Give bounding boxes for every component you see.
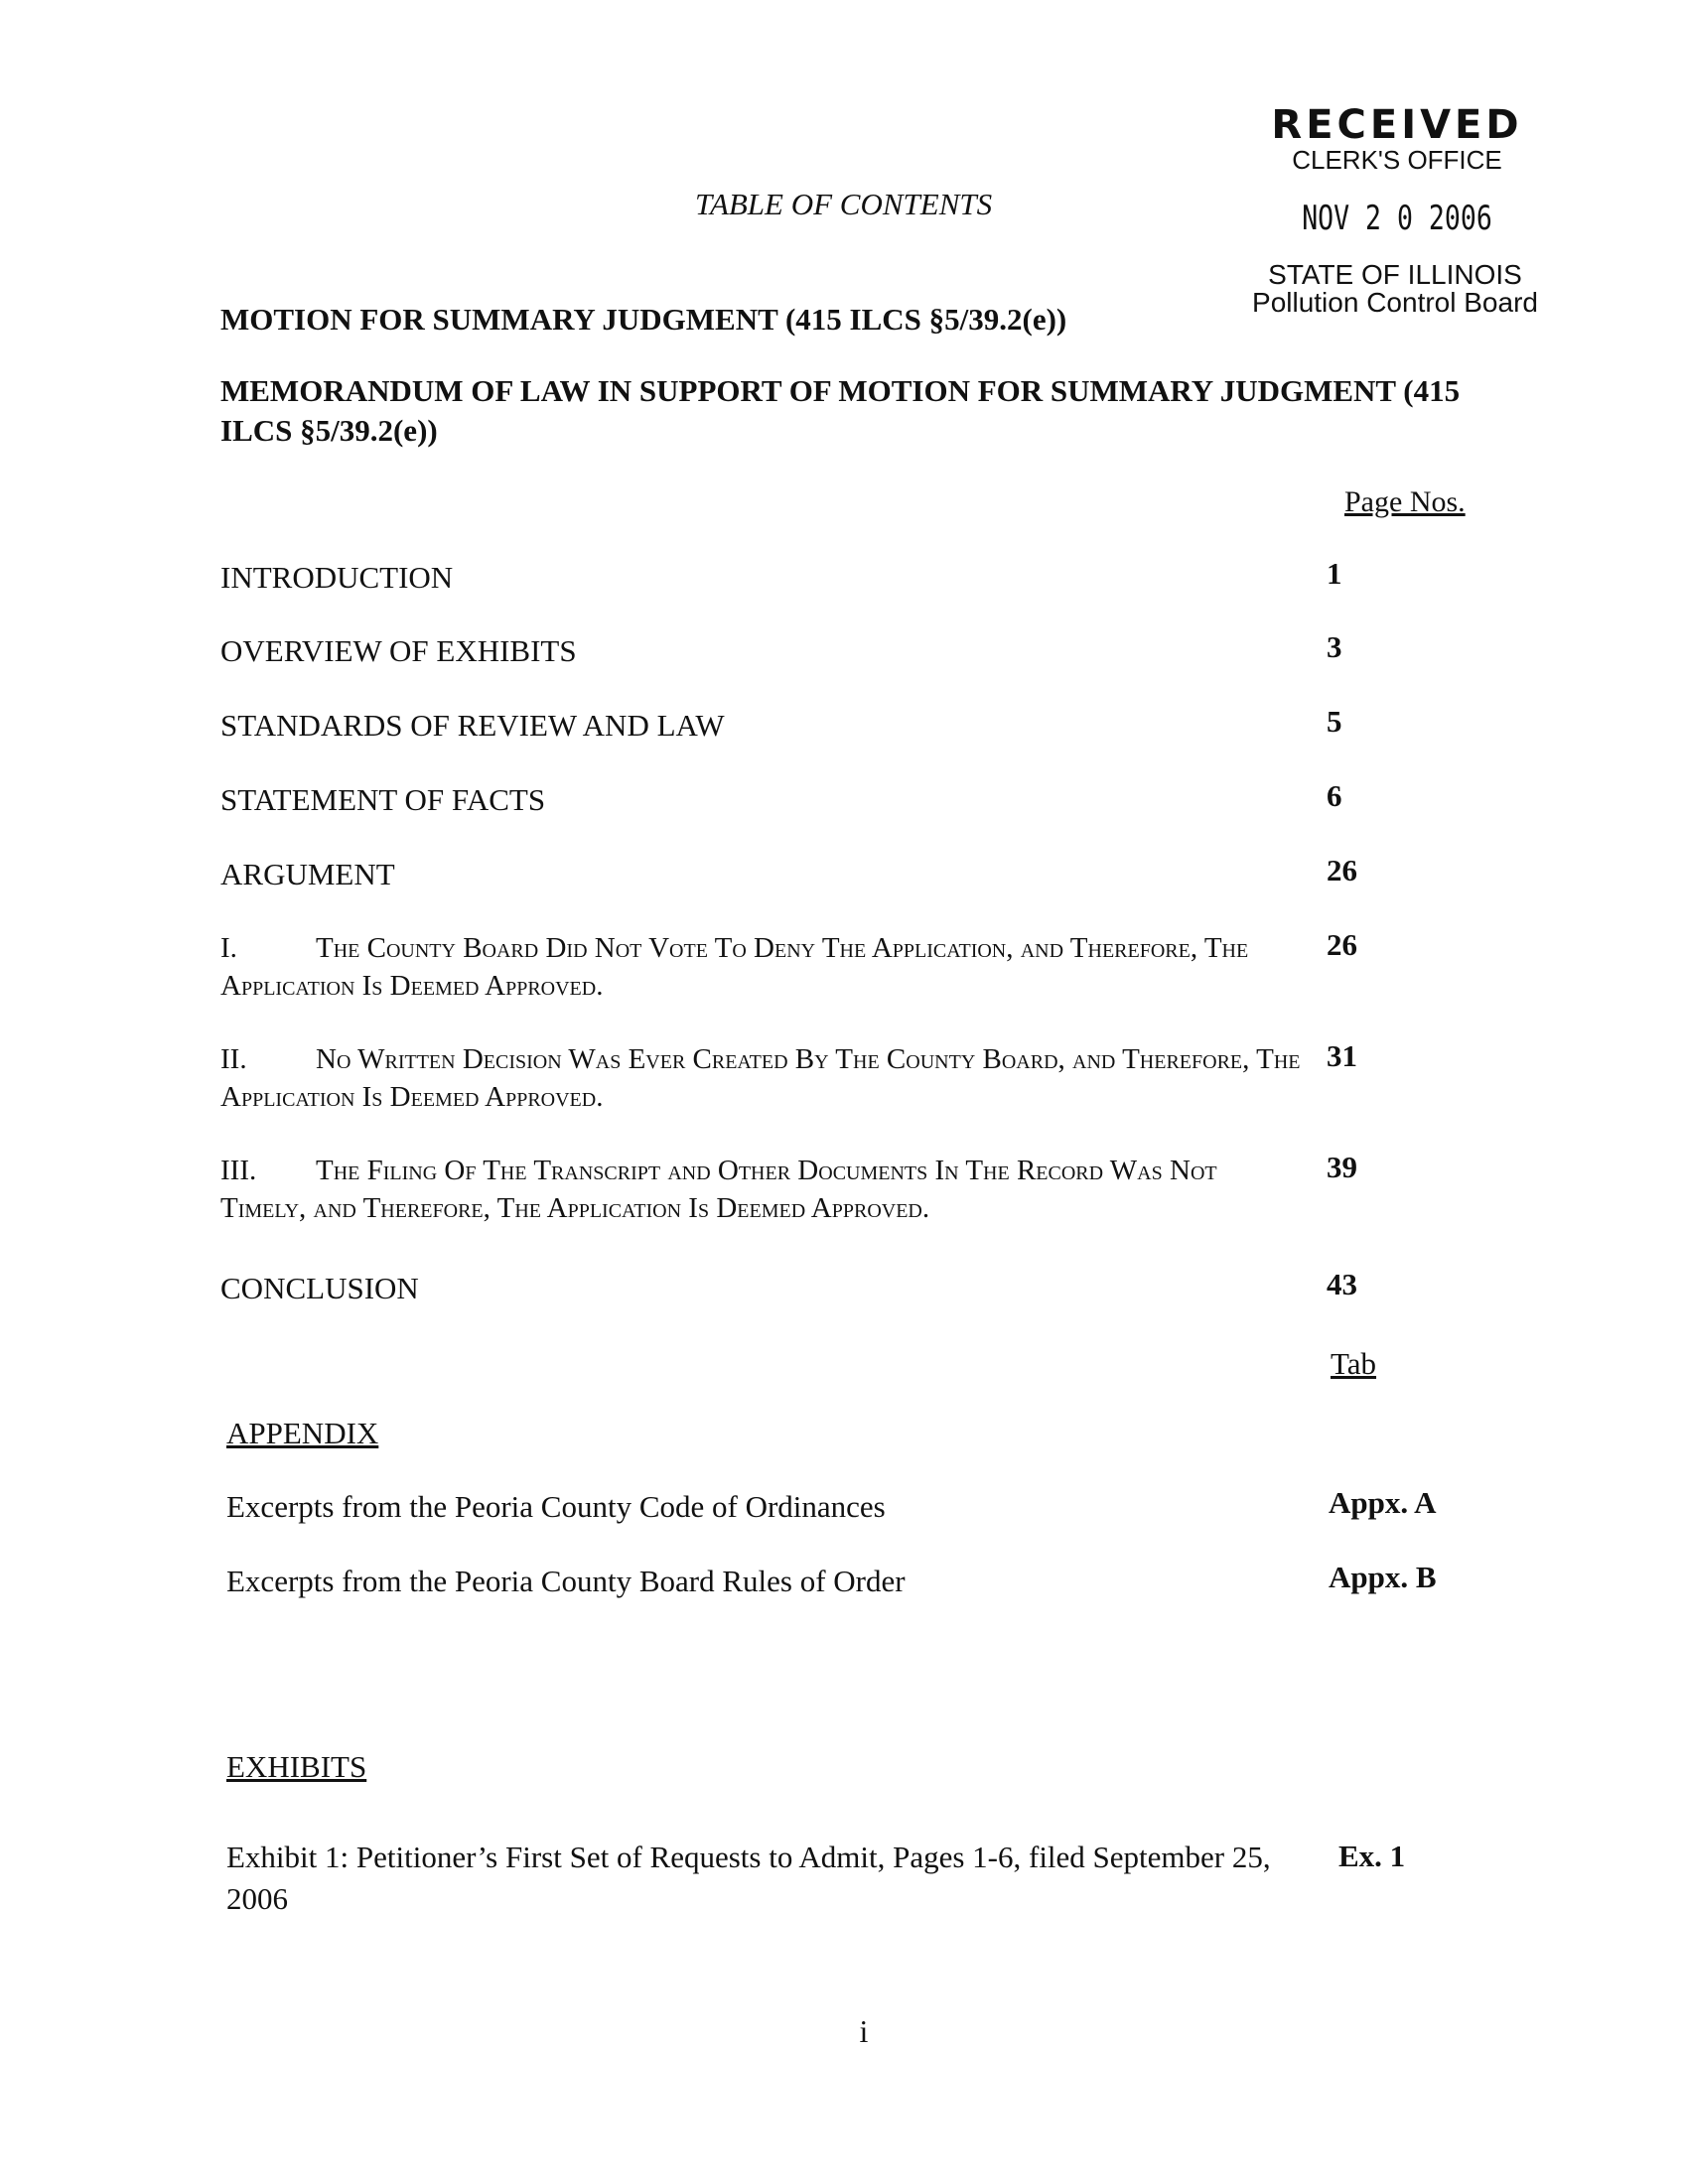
toc-entry-label: INTRODUCTION — [220, 560, 454, 595]
page-title: TABLE OF CONTENTS — [695, 187, 993, 221]
toc-entry-label: STATEMENT OF FACTS — [220, 782, 546, 817]
argument-number: I. — [220, 932, 237, 964]
argument-row-3 — [220, 1152, 1303, 1227]
argument-row-2 — [220, 1040, 1303, 1116]
argument-number: III. — [220, 1155, 257, 1186]
exhibit-item-tab: Ex. 1 — [1338, 1839, 1406, 1873]
appendix-heading: APPENDIX — [226, 1416, 379, 1450]
toc-conclusion-label: CONCLUSION — [220, 1271, 419, 1305]
page-number: i — [859, 2013, 869, 2049]
toc-entry-label: OVERVIEW OF EXHIBITS — [220, 633, 577, 668]
toc-conclusion-page: 43 — [1327, 1267, 1357, 1301]
argument-text: The County Board Did Not Vote To Deny The Application, and Therefore, The Application Is Deemed Approved. — [220, 932, 1249, 1002]
toc-entry-page: 3 — [1327, 629, 1342, 664]
stamp-state: STATE OF ILLINOIS — [1268, 259, 1522, 290]
appendix-item-tab: Appx. B — [1329, 1560, 1437, 1594]
tab-column-label: Tab — [1331, 1346, 1377, 1381]
appendix-item-tab: Appx. A — [1329, 1485, 1437, 1520]
argument-number: II. — [220, 1043, 247, 1075]
argument-page: 39 — [1327, 1150, 1357, 1184]
memorandum-heading: MEMORANDUM OF LAW IN SUPPORT OF MOTION FOR SUMMARY JUDGMENT (415 ILCS §5/39.2(e)) — [220, 373, 1461, 448]
appendix-item-label: Excerpts from the Peoria County Board Rules of Order — [226, 1564, 906, 1598]
stamp-board: Pollution Control Board — [1252, 287, 1538, 318]
argument-text: The Filing Of The Transcript and Other Documents In The Record Was Not Timely, and Therefore, The Application Is Deemed Approved. — [220, 1155, 1217, 1224]
stamp-received: RECEIVED — [1271, 102, 1523, 148]
motion-heading: MOTION FOR SUMMARY JUDGMENT (415 ILCS §5/39.2(e)) — [220, 302, 1067, 337]
argument-page: 26 — [1327, 927, 1357, 962]
appendix-item-label: Excerpts from the Peoria County Code of Ordinances — [226, 1489, 886, 1524]
toc-entry-page: 5 — [1327, 704, 1342, 739]
page-nos-label: Page Nos. — [1344, 485, 1466, 518]
stamp-date: NOV 2 0 2006 — [1302, 199, 1492, 238]
argument-text: No Written Decision Was Ever Created By The County Board, and Therefore, The Application Is Deemed Approved. — [220, 1043, 1301, 1113]
toc-entry-label: STANDARDS OF REVIEW AND LAW — [220, 708, 725, 743]
argument-page: 31 — [1327, 1038, 1357, 1073]
toc-entry-page: 1 — [1327, 556, 1342, 591]
toc-entry-label: ARGUMENT — [220, 857, 395, 891]
exhibits-heading: EXHIBITS — [226, 1749, 367, 1784]
toc-entry-page: 26 — [1327, 853, 1357, 887]
stamp-clerks-office: CLERK'S OFFICE — [1292, 145, 1502, 175]
argument-row-1 — [220, 929, 1303, 1005]
toc-entry-page: 6 — [1327, 778, 1342, 813]
exhibit-item-label: Exhibit 1: Petitioner’s First Set of Requests to Admit, Pages 1-6, filed September 25, 2006 — [226, 1840, 1271, 1916]
